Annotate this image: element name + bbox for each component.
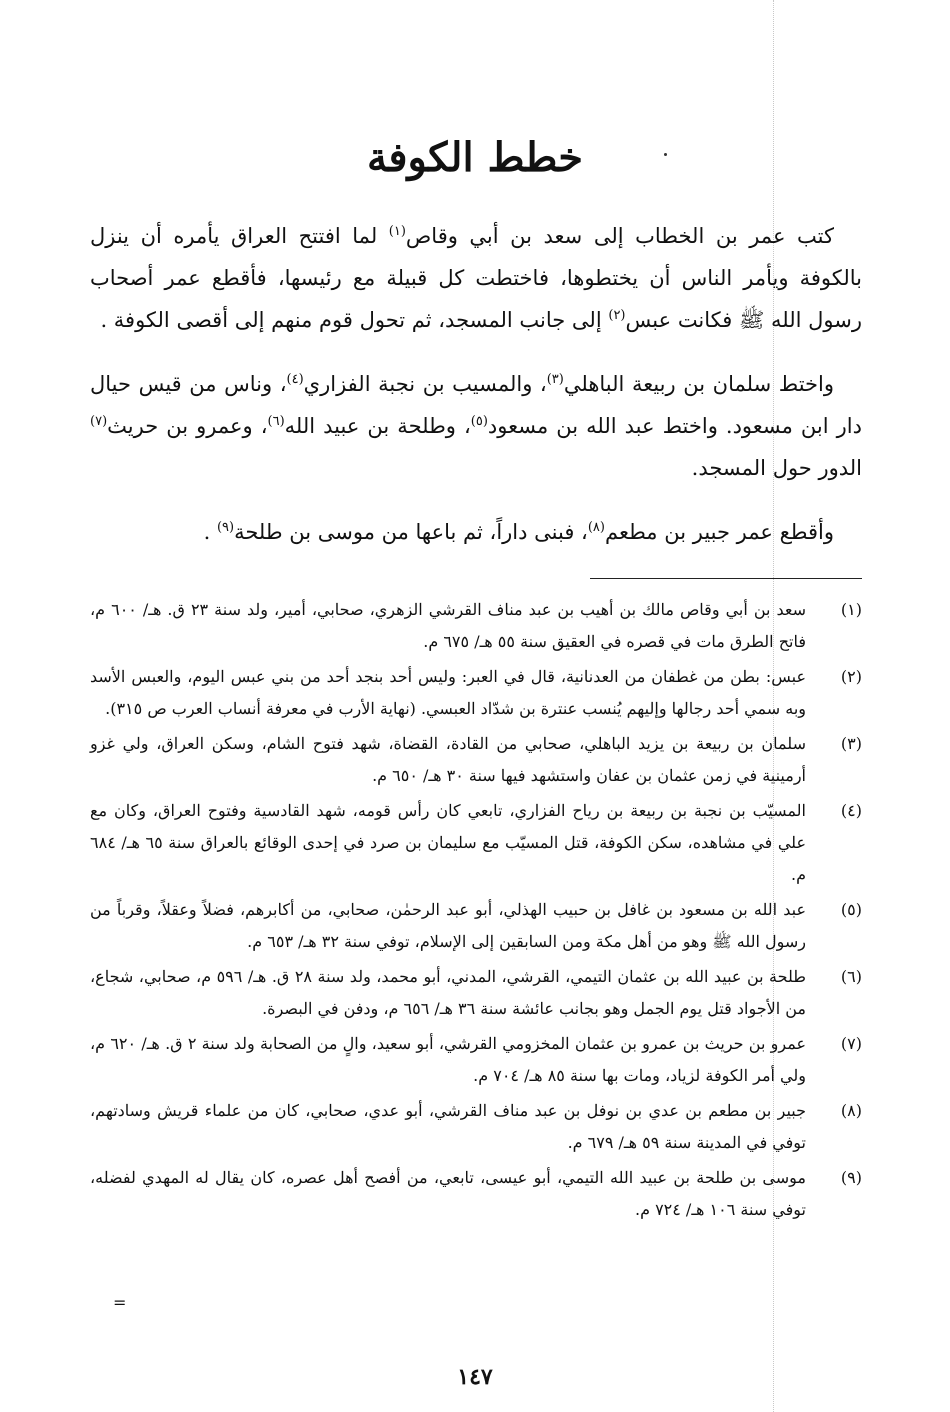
footnote-item [90, 1028, 862, 1092]
paragraph-text: وأقطع عمر جبير بن مطعم [604, 520, 834, 544]
footnote-text: جبير بن مطعم بن عدي بن نوفل بن عبد مناف القرشي، أبو عدي، صحابي، كان من علماء قريش وسادتهم، توفي في المدينة سنة ٥٩ هـ/ ٦٧٩ م. [90, 1101, 807, 1152]
footnote-text: المسيّب بن نجبة بن ربيعة بن رياح الفزاري، تابعي كان رأس قومه، شهد القادسية وفتوح العراق، وكان مع علي في مشاهده، سكن الكوفة، قتل المسيّب مع سليمان بن صرد في إحدى الوقائع بالعراق سنة ٦٥ هـ/ ٦٨٤ م. [90, 801, 806, 884]
footnote-number: (٦) [840, 967, 862, 986]
paragraph-text: ، وعمرو بن حريث [107, 414, 268, 438]
footnote-ref-5: (٥) [470, 414, 488, 429]
footnote-text: سعد بن أبي وقاص مالك بن أهيب بن عبد مناف القرشي الزهري، صحابي، أمير، ولد سنة ٢٣ ق. هـ/ ٦٠٠ م، فاتح الطرق مات في قصره في العقيق سنة ٥٥ هـ/ ٦٧٥ م. [90, 600, 807, 651]
footnote-item [90, 728, 862, 792]
paragraph-text: كتب عمر بن الخطاب إلى سعد بن أبي وقاص [405, 224, 834, 248]
footnote-item [90, 1095, 862, 1159]
paragraph-text: . [203, 520, 217, 544]
footnote-ref-9: (٩) [216, 520, 235, 535]
footnote-number: (٣) [840, 734, 862, 753]
footnote-ref-4: (٤) [286, 372, 304, 387]
footnote-ref-3: (٣) [546, 372, 564, 387]
footnotes [90, 594, 862, 1229]
footnote-ref-6: (٦) [267, 414, 285, 429]
footnote-text: طلحة بن عبيد الله بن عثمان التيمي، القرشي، المدني، أبو محمد، ولد سنة ٢٨ ق. هـ/ ٥٩٦ م، صحابي، شجاع، من الأجواد قتل يوم الجمل وهو بجانب عائشة سنة ٣٦ هـ/ ٦٥٦ م، ودفن في البصرة. [90, 967, 806, 1018]
footnote-number: (٥) [840, 900, 862, 919]
footnote-item [90, 661, 862, 725]
paragraph-3 [90, 511, 862, 553]
footnote-number: (٧) [840, 1034, 862, 1053]
footnote-text: عمرو بن حريث بن عمرو بن عثمان المخزومي القرشي، أبو سعيد، والٍ من الصحابة ولد سنة ٢ ق. هـ/ ٦٢٠ م، ولي أمر الكوفة لزياد، ومات بها سنة ٨٥ هـ/ ٧٠٤ م. [90, 1034, 806, 1085]
paragraph-text: الدور حول المسجد. [691, 456, 862, 480]
paragraph-text: ، وناس من قيس حيال دار ابن مسعود. واختط عبد الله بن مسعود [90, 372, 862, 438]
paragraph-text: إلى جانب المسجد، ثم تحول قوم منهم إلى أقصى الكوفة . [100, 308, 609, 332]
footnote-separator [590, 578, 862, 579]
footnote-item [90, 894, 862, 958]
footnote-text: سلمان بن ربيعة بن يزيد الباهلي، صحابي من القادة، القضاة، شهد فتوح الشام، وسكن العراق، ولي غزو أرمينية في زمن عثمان بن عفان واستشهد فيها سنة ٣٠ هـ/ ٦٥٠ م. [90, 734, 806, 785]
footnote-ref-1: (١) [388, 224, 406, 239]
footnote-ref-2: (٢) [608, 308, 626, 323]
page-title: خطط الكوفة [366, 134, 584, 181]
footnote-item [90, 961, 862, 1025]
paragraph-text: ، وطلحة بن عبيد الله [284, 414, 471, 438]
footnote-number: (٨) [840, 1101, 862, 1120]
footnote-item [90, 795, 862, 891]
footnote-item [90, 594, 862, 658]
continuation-mark: = [113, 1293, 127, 1312]
main-text [90, 215, 862, 575]
footnote-ref-8: (٨) [587, 520, 605, 535]
paragraph-text: واختط سلمان بن ربيعة الباهلي [563, 372, 835, 396]
paragraph-text: ، فبنى داراً، ثم باعها من موسى بن طلحة [234, 520, 588, 544]
paragraph-text: ، والمسيب بن نجبة الفزاري [303, 372, 547, 396]
footnote-ref-7: (٧) [90, 414, 108, 429]
paragraph-2 [90, 363, 862, 489]
footnote-item [90, 1162, 862, 1226]
page-number: ١٤٧ [457, 1364, 493, 1390]
footnote-number: (٩) [840, 1168, 862, 1187]
footnote-text: عبد الله بن مسعود بن غافل بن حبيب الهذلي، أبو عبد الرحمٰن، صحابي، من أكابرهم، فضلاً وعقلاً، وقرباً من رسول الله ﷺ وهو من أهل مكة ومن السابقين إلى الإسلام، توفي سنة ٣٢ هـ/ ٦٥٣ م. [90, 900, 806, 951]
footnote-number: (٢) [840, 667, 862, 686]
paragraph-text: لما افتتح العراق يأمره أن ينزل بالكوفة ويأمر الناس أن يختطوها، فاختطت كل قبيلة مع رئيسها، فأقطع عمر أصحاب رسول الله ﷺ فكانت عبس [90, 224, 862, 332]
footnote-number: (١) [840, 600, 862, 619]
footnote-number: (٤) [840, 801, 862, 820]
paragraph-1 [90, 215, 862, 341]
footnote-text: موسى بن طلحة بن عبيد الله التيمي، أبو عيسى، تابعي، من أفصح أهل عصره، كان يقال له المهدي لفضله، توفي سنة ١٠٦ هـ/ ٧٢٤ م. [90, 1168, 807, 1219]
footnote-text: عبس: بطن من غطفان من العدنانية، قال في العبر: وليس أحد بنجد أحد من بني عبس اليوم، والعبس الأسد وبه سمي أحد رجالها وإليهم يُنسب عنترة بن شدّاد العبسي. (نهاية الأرب في معرفة أنساب العرب ص ٣١٥). [90, 667, 806, 718]
